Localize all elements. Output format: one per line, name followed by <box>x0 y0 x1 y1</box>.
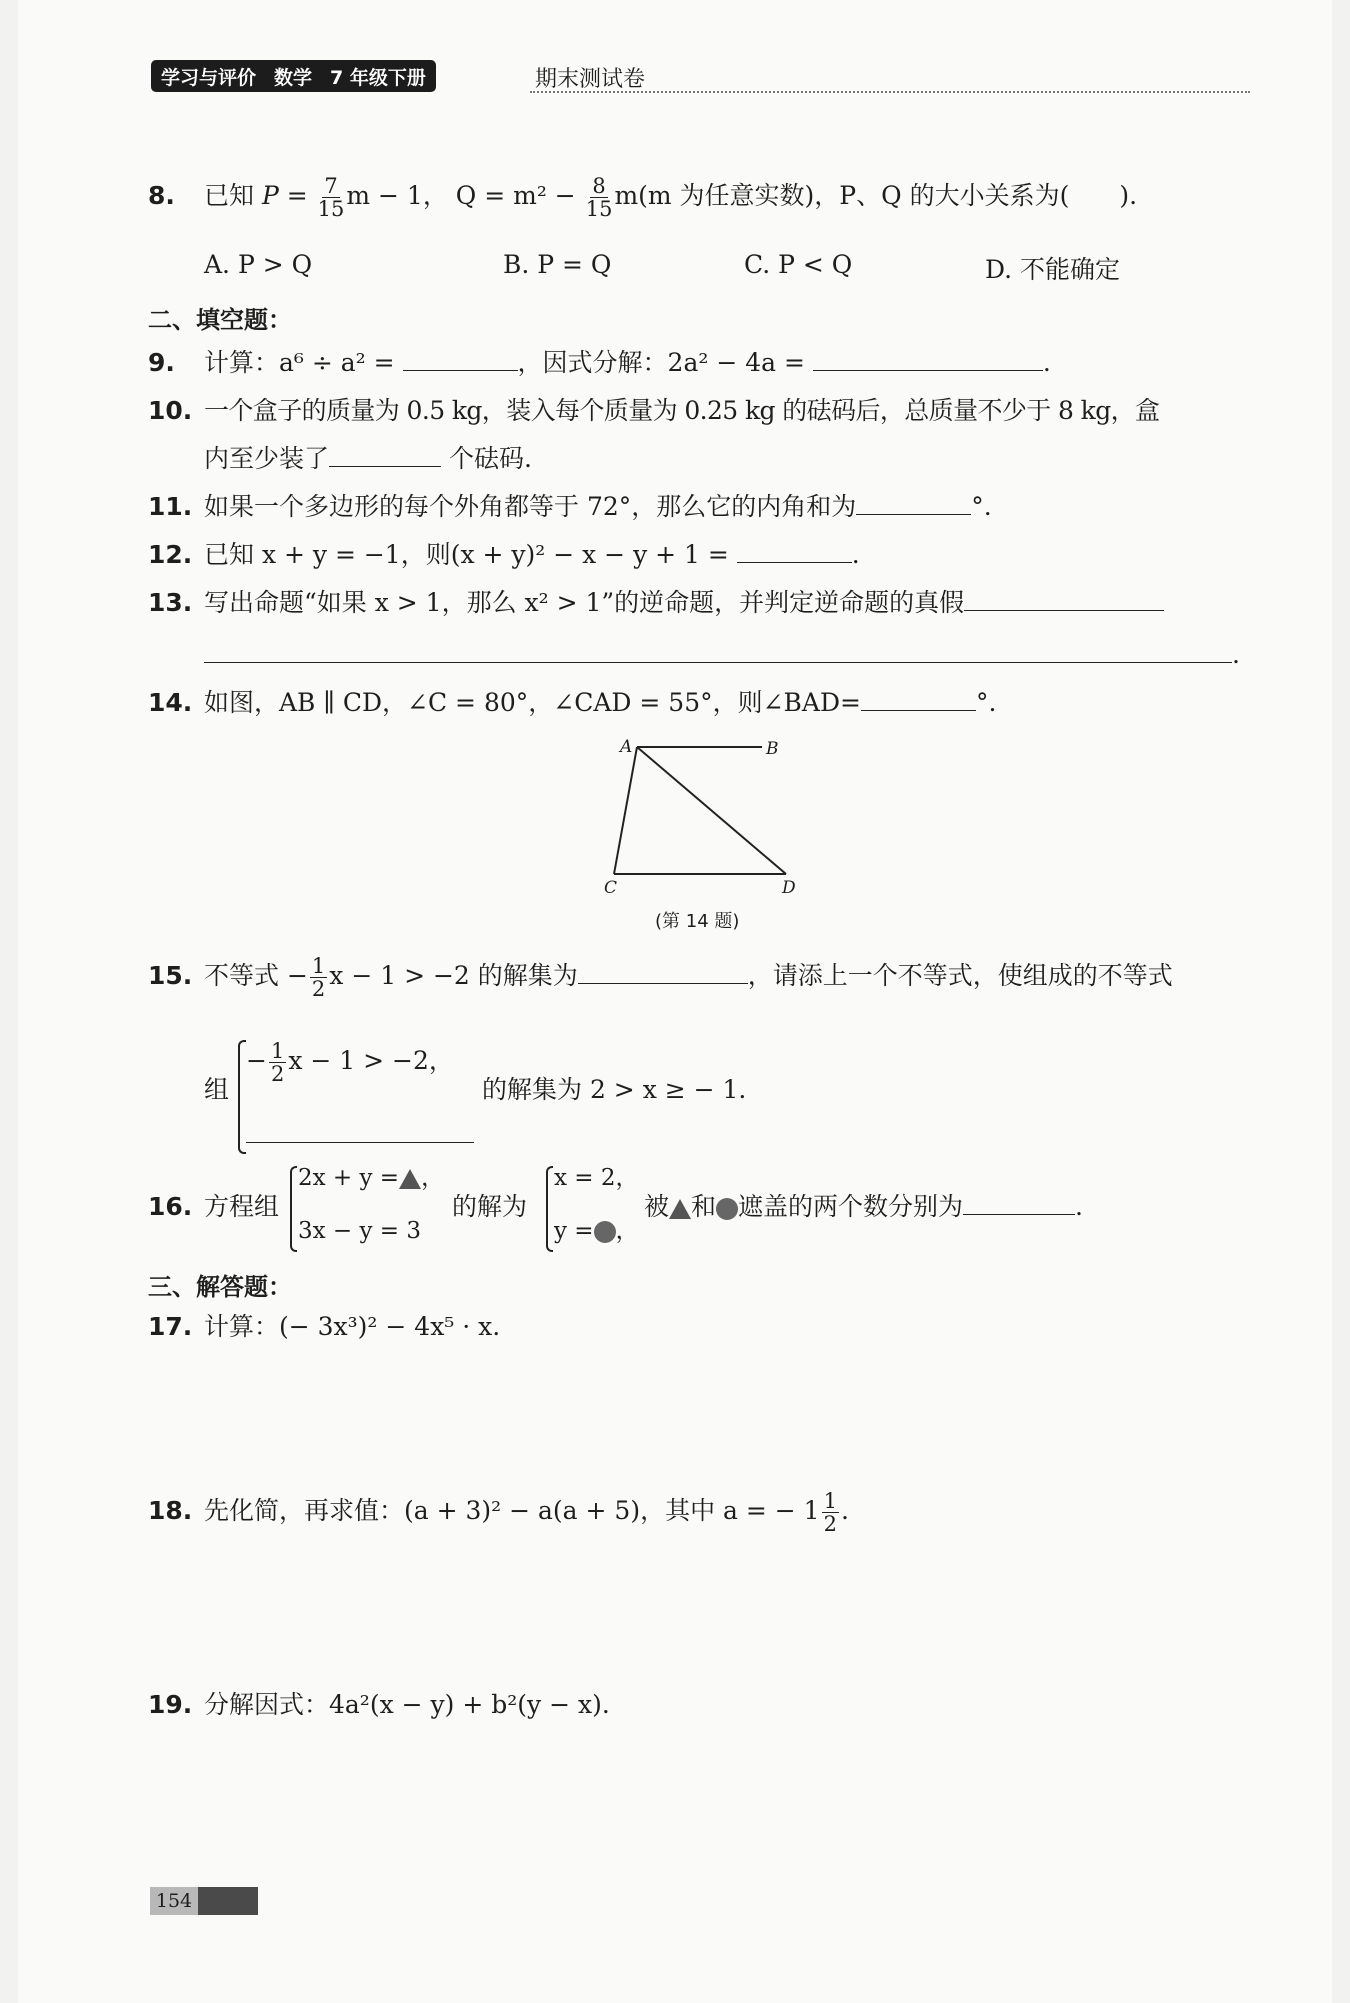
q15-sys1-pre: − <box>246 1046 267 1076</box>
question-number: 11. <box>148 492 193 521</box>
question-8: 8. 已知 P = $\frac{7}{15}$ m − 1， Q = m² − $\frac{8}{15}$ m(m 为任意实数)，P、Q 的大小关系为( ). <box>148 174 1138 222</box>
q16-brace-1 <box>290 1166 297 1252</box>
q18-fraction <box>822 1490 839 1535</box>
q15-sys-fraction <box>269 1040 286 1085</box>
frac-num: 1 <box>270 1039 285 1063</box>
question-number: 19. <box>148 1690 193 1719</box>
q16-sol1: x = 2， <box>554 1165 639 1191</box>
q8-option-d: D. 不能确定 <box>985 255 1121 284</box>
segment-ad <box>637 747 786 874</box>
question-number: 12. <box>148 540 193 569</box>
header-subject: 数学 <box>274 66 313 89</box>
q15-system-line2 <box>246 1120 474 1150</box>
q10-line1: 一个盒子的质量为 0.5 kg，装入每个质量为 0.25 kg 的砝码后，总质量不少于 8 kg，盒 <box>204 396 1160 425</box>
answer-blank[interactable] <box>964 588 1164 611</box>
q13-end: . <box>1232 640 1240 669</box>
q8-q-pre: Q = m² − <box>455 181 576 211</box>
q16-brace-2 <box>546 1166 553 1252</box>
frac-num: 1 <box>311 954 326 978</box>
answer-blank[interactable] <box>856 492 971 515</box>
question-10 <box>148 396 1159 426</box>
q9-part-a: 计算：a⁶ ÷ a² = <box>204 348 395 377</box>
question-16 <box>148 1192 279 1222</box>
question-number: 9. <box>148 348 175 377</box>
q8-pre: 已知 <box>204 181 255 211</box>
q8-option-c: C. P < Q <box>744 250 853 279</box>
question-12 <box>148 540 860 570</box>
q8-p-fraction <box>318 175 345 220</box>
question-number: 17. <box>148 1312 193 1341</box>
question-13 <box>148 588 1164 618</box>
q16-and: 和 <box>691 1192 717 1221</box>
q16-eq1: 2x + y = ， <box>298 1165 445 1191</box>
figure-caption: (第 14 题) <box>655 911 740 932</box>
q8-option-a: A. P > Q <box>204 250 313 279</box>
answer-blank[interactable] <box>963 1192 1075 1215</box>
frac-den: 2 <box>823 1512 837 1537</box>
question-14 <box>148 688 996 718</box>
q15-tail: 的解集为 2 > x ≥ − 1. <box>482 1075 747 1104</box>
trapezoid-figure <box>600 740 820 890</box>
header-badge <box>151 60 436 92</box>
question-19 <box>148 1690 610 1720</box>
q11-end: °. <box>971 492 992 521</box>
q15-brace <box>238 1040 246 1154</box>
question-number: 14. <box>148 688 193 717</box>
question-17 <box>148 1312 500 1342</box>
q15-post: ，请添上一个不等式，使组成的不等式 <box>747 961 1173 991</box>
frac-num: 7 <box>324 174 338 198</box>
header-title: 期末测试卷 <box>535 67 646 92</box>
answer-blank[interactable] <box>329 444 441 467</box>
answer-blank[interactable] <box>403 348 518 371</box>
frac-num: 8 <box>592 174 606 198</box>
header-rule <box>530 91 1250 93</box>
header-grade: 7 年级下册 <box>330 66 426 89</box>
answer-blank[interactable] <box>578 961 748 984</box>
q8-q-rest: m(m 为任意实数)，P、Q 的大小关系为( ). <box>614 181 1138 211</box>
q17-text: 计算：(− 3x³)² − 4x⁵ · x. <box>204 1312 501 1341</box>
q11-text: 如果一个多边形的每个外角都等于 72°，那么它的内角和为 <box>204 492 857 521</box>
q15-system-line1 <box>246 1040 454 1085</box>
q16-sol2: y = ， <box>554 1218 639 1244</box>
q8-q-fraction <box>586 175 613 220</box>
question-9 <box>148 348 1051 378</box>
answer-blank[interactable] <box>246 1120 474 1143</box>
q16-post <box>644 1192 1083 1222</box>
frac-den: 15 <box>317 197 345 222</box>
question-number: 13. <box>148 588 193 617</box>
point-d-label: D <box>782 878 796 898</box>
question-number: 15. <box>148 961 193 991</box>
question-number: 18. <box>148 1496 193 1526</box>
header-series: 学习与评价 <box>161 66 257 89</box>
circle-icon <box>594 1221 616 1243</box>
q9-part-b: ，因式分解：2a² − 4a = <box>517 348 805 377</box>
q15-mid: x − 1 > −2 的解集为 <box>329 961 578 991</box>
answer-blank[interactable] <box>737 540 852 563</box>
question-13-line2 <box>204 640 1240 670</box>
question-18 <box>148 1490 849 1535</box>
question-11 <box>148 492 992 522</box>
answer-blank[interactable] <box>813 348 1043 371</box>
circle-icon <box>716 1198 738 1220</box>
q16-mid: 的解为 <box>452 1192 528 1221</box>
page-number: 154 <box>150 1887 198 1915</box>
q15-pre: 不等式 − <box>204 961 308 991</box>
frac-den: 2 <box>270 1062 285 1087</box>
q16-end: . <box>1075 1192 1083 1221</box>
q19-text: 分解因式：4a²(x − y) + b²(y − x). <box>204 1690 610 1719</box>
answer-blank[interactable] <box>204 640 1232 663</box>
point-a-label: A <box>620 737 633 757</box>
q14-end: °. <box>975 688 997 717</box>
q16-eq1-text: 2x + y = <box>298 1165 400 1191</box>
q16-sol2-text: y = <box>554 1218 594 1244</box>
section-fill-blank: 二、填空题： <box>148 306 292 334</box>
frac-den: 2 <box>311 977 326 1002</box>
frac-den: 15 <box>585 197 613 222</box>
question-number: 8. <box>148 181 175 211</box>
q18-text: 先化简，再求值：(a + 3)² − a(a + 5)，其中 a = − 1 <box>204 1496 820 1526</box>
q15-zu: 组 <box>204 1075 230 1104</box>
section-solve: 三、解答题： <box>148 1273 292 1301</box>
q10-line2b: 个砝码. <box>448 444 532 473</box>
q8-option-b: B. P = Q <box>503 250 612 279</box>
q18-end: . <box>840 1496 849 1526</box>
question-15 <box>148 955 1173 1000</box>
q12-end: . <box>851 540 860 569</box>
segment-ac <box>614 747 637 874</box>
frac-num: 1 <box>823 1489 837 1513</box>
question-number: 16. <box>148 1192 193 1221</box>
point-b-label: B <box>766 739 779 759</box>
q16-covered: 被 <box>644 1192 670 1221</box>
q12-text: 已知 x + y = −1，则(x + y)² − x − y + 1 = <box>204 540 729 569</box>
q16-pre: 方程组 <box>204 1192 280 1221</box>
q15-fraction <box>310 955 327 1000</box>
triangle-icon <box>399 1169 421 1189</box>
triangle-icon <box>669 1199 691 1219</box>
q13-text: 写出命题“如果 x > 1，那么 x² > 1”的逆命题，并判定逆命题的真假 <box>204 588 965 617</box>
answer-blank[interactable] <box>861 688 976 711</box>
q9-end: . <box>1042 348 1051 377</box>
point-c-label: C <box>604 878 618 898</box>
q15-sys1-post: x − 1 > −2， <box>288 1046 454 1076</box>
q10-line2a: 内至少装了 <box>204 444 330 473</box>
question-10-line2 <box>204 444 532 474</box>
q14-text: 如图，AB ∥ CD，∠C = 80°，∠CAD = 55°，则∠BAD= <box>204 688 861 717</box>
question-number: 10. <box>148 396 193 425</box>
q8-p-rest: m − 1， <box>346 181 448 211</box>
q16-eq2: 3x − y = 3 <box>298 1218 422 1244</box>
q16-post-text: 遮盖的两个数分别为 <box>738 1192 964 1221</box>
